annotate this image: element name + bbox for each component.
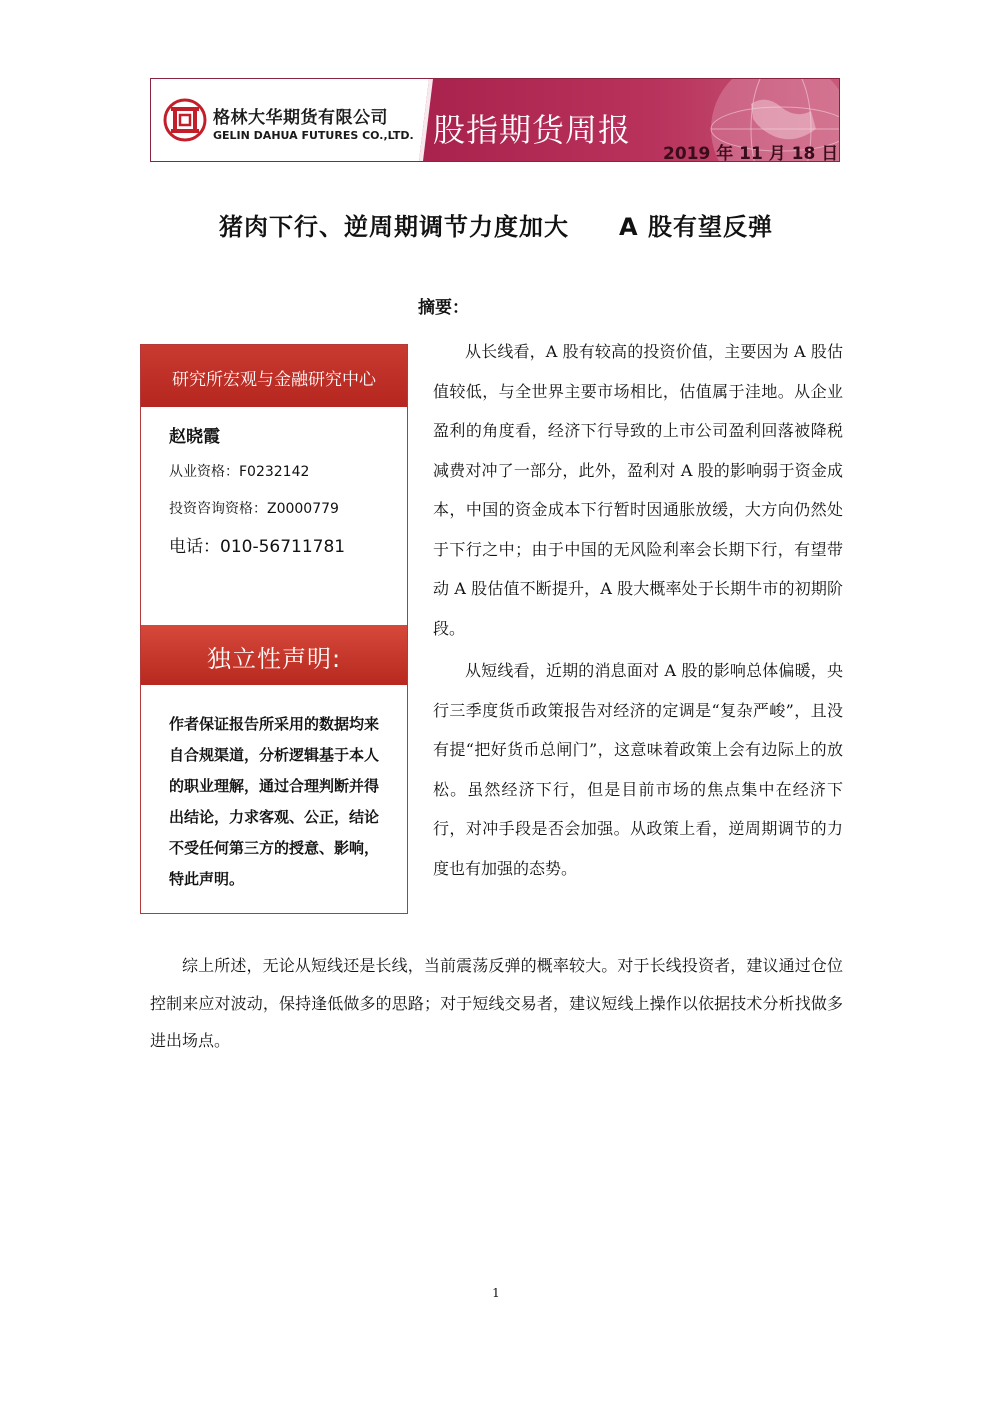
report-main-title: 猪肉下行、逆周期调节力度加大 A 股有望反弹	[219, 213, 773, 241]
author-sidebar	[140, 344, 408, 914]
declaration-header	[141, 625, 407, 685]
author-name: 赵晓霞	[169, 427, 220, 447]
abstract-column	[433, 332, 843, 888]
declaration-title: 独立性声明:	[206, 645, 342, 673]
company-logo-area	[151, 79, 431, 161]
report-date: 2019 年 11 月 18 日	[663, 144, 839, 162]
page-number: 1	[492, 1286, 500, 1300]
department-name: 研究所宏观与金融研究中心	[172, 370, 376, 390]
paragraph-long-term: 从长线看，A 股有较高的投资价值，主要因为 A 股估值较低，与全世界主要市场相比，估值属于洼地。从企业盈利的角度看，经济下行导致的上市公司盈利回落被降税减费对冲了一部分，此外，盈利对 A 股的影响弱于资金成本，中国的资金成本下行暂时因通胀放缓，大方向仍然处于下行之中；由于中国的无风险利率会长期下行，有望带动 A 股估值不断提升，A 股大概率处于长期牛市的初期阶段。	[433, 342, 843, 638]
declaration-text: 作者保证报告所采用的数据均来自合规渠道，分析逻辑基于本人的职业理解，通过合理判断并得出结论，力求客观、公正，结论不受任何第三方的授意、影响，特此声明。	[169, 715, 380, 888]
consult-qualification: 投资咨询资格：Z0000779	[169, 501, 339, 517]
paragraph-conclusion: 综上所述，无论从短线还是长线，当前震荡反弹的概率较大。对于长线投资者，建议通过仓位控制来应对波动，保持逢低做多的思路；对于短线交易者，建议短线上操作以依据技术分析找做多进出场点。	[150, 956, 843, 1050]
author-phone: 电话：010-56711781	[169, 537, 346, 557]
department-header	[141, 345, 407, 407]
company-name-en: GELIN DAHUA FUTURES CO.,LTD.	[213, 129, 414, 142]
paragraph-short-term: 从短线看，近期的消息面对 A 股的影响总体偏暖，央行三季度货币政策报告对经济的定调是“复杂严峻”，且没有提“把好货币总闸门”，这意味着政策上会有边际上的放松。虽然经济下行，但是目前市场的焦点集中在经济下行，对冲手段是否会加强。从政策上看，逆周期调节的力度也有加强的态势。	[433, 661, 843, 878]
abstract-label: 摘要：	[418, 298, 469, 318]
report-type-title: 股指期货周报	[433, 111, 632, 149]
gelin-logo-icon	[163, 98, 207, 142]
conclusion-block	[150, 947, 843, 1060]
report-header-banner	[150, 78, 840, 162]
company-name-cn: 格林大华期货有限公司	[213, 108, 388, 128]
practice-qualification: 从业资格：F0232142	[169, 464, 310, 480]
